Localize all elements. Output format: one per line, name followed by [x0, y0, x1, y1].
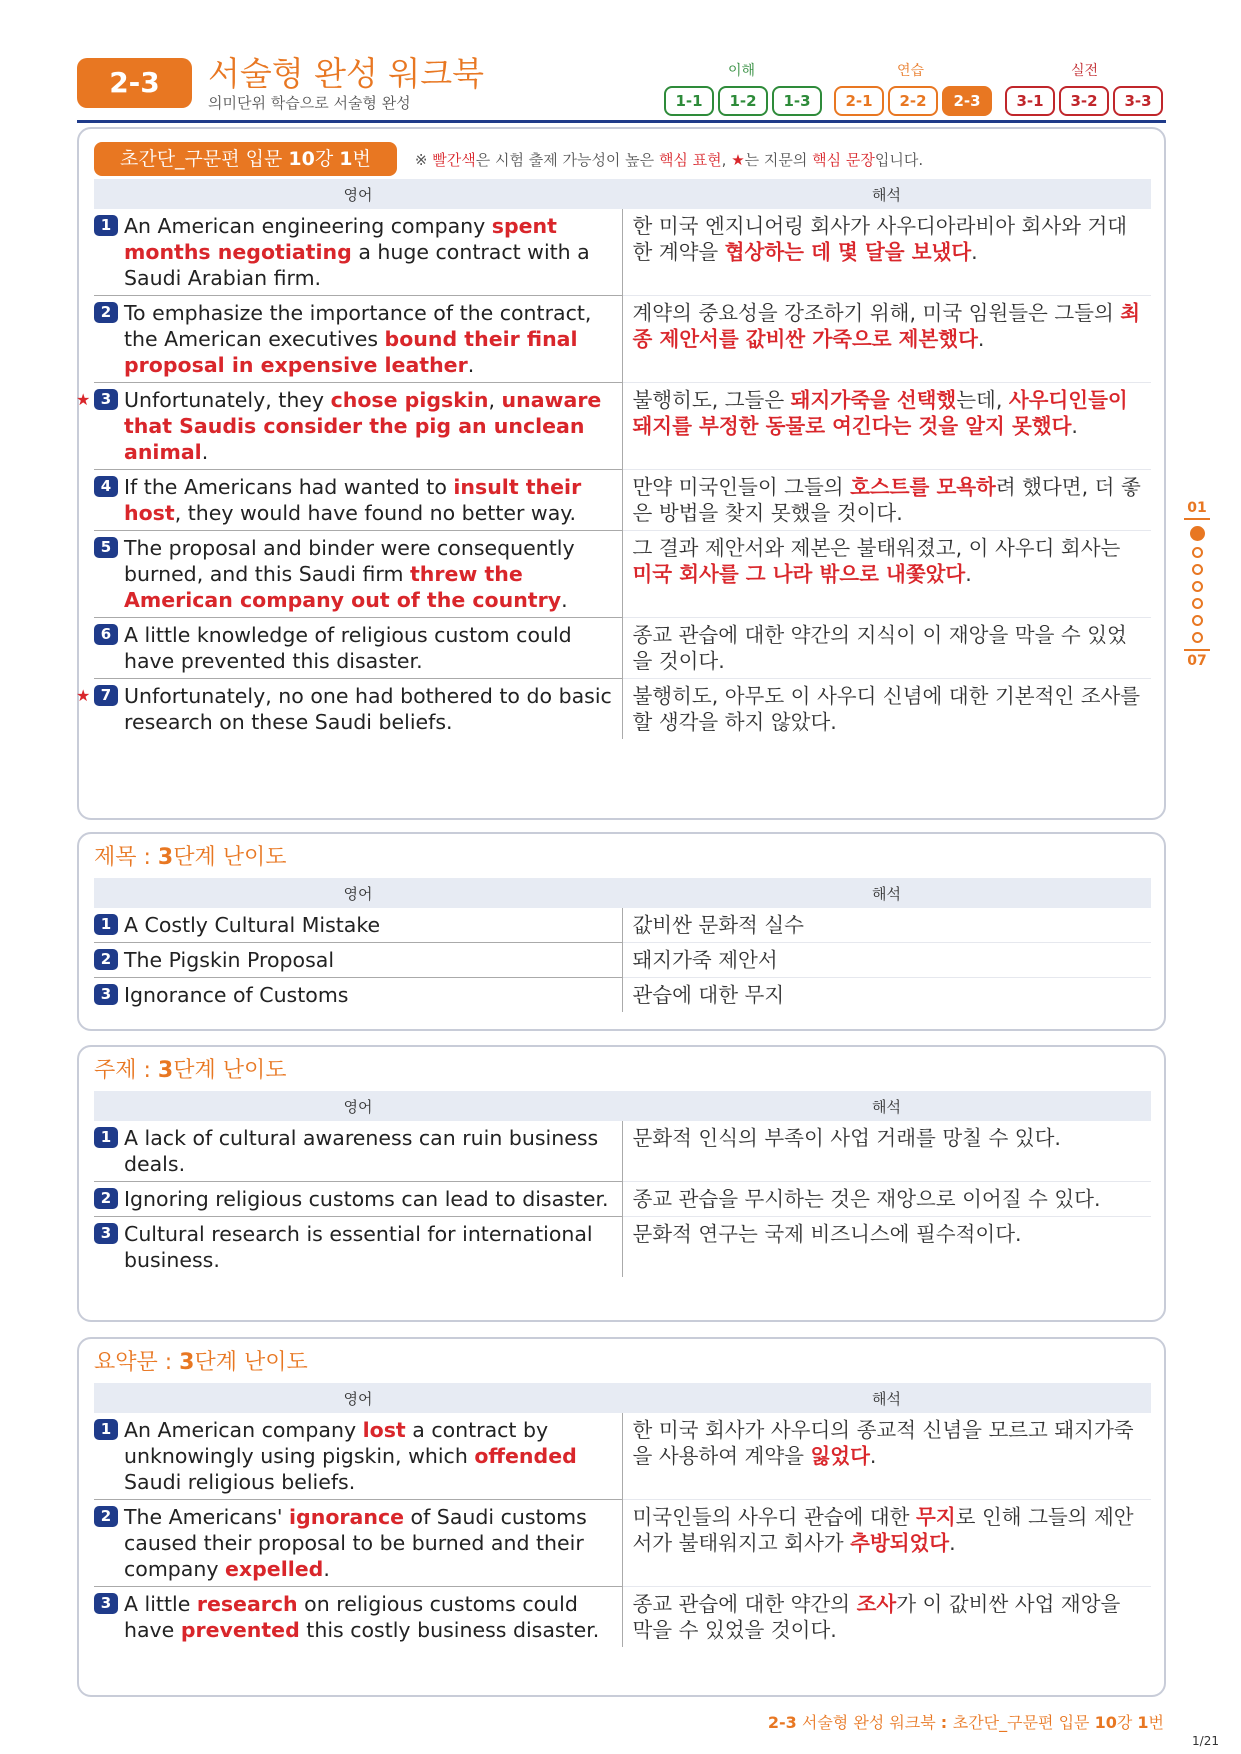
section-title-theme: 주제 : 3단계 난이도	[94, 1058, 287, 1083]
step-button-1-1[interactable]: 1-1	[664, 86, 714, 116]
text-segment: To emphasize the importance of the contract, the American executives	[124, 301, 592, 351]
text-segment: 그 결과 제안서와 제본은 불태워졌고, 이 사우디 회사는	[632, 536, 1121, 560]
step-group-label-understand: 이해	[728, 63, 756, 79]
unit-badge: 2-3	[77, 58, 192, 108]
pager-dot[interactable]	[1192, 598, 1203, 609]
key-expression: chose pigskin	[330, 388, 489, 412]
table-row	[94, 1500, 1151, 1587]
english-text: A lack of cultural awareness can ruin business deals.	[124, 1126, 599, 1176]
theme-panel	[77, 1045, 1166, 1322]
passage-panel	[77, 127, 1166, 820]
text-segment: Saudi religious beliefs.	[124, 1470, 356, 1494]
row-number-badge: 2	[94, 1506, 118, 1527]
key-expression: 돼지가죽을 선택했	[790, 388, 957, 412]
english-text	[124, 213, 614, 291]
translation-cell: 종교 관습을 무시하는 것은 재앙으로 이어질 수 있다.	[622, 1182, 1151, 1217]
text-segment: , they would have found no better way.	[174, 501, 576, 525]
theme-table	[94, 1091, 1151, 1277]
step-group-practice	[834, 86, 992, 116]
translation-cell: 값비싼 문화적 실수	[622, 908, 1151, 943]
english-cell	[94, 1217, 622, 1278]
side-pager-start: 01	[1184, 500, 1210, 520]
text-segment: A little	[124, 1592, 197, 1616]
text-segment: ,	[488, 388, 502, 412]
pager-dot[interactable]	[1192, 615, 1203, 626]
text-segment: 종교 관습에 대한 약간의 지식이 이 재앙을 막을 수 있었을 것이다.	[632, 623, 1127, 673]
table-row	[94, 908, 1151, 943]
step-group-label-real: 실전	[1071, 63, 1099, 79]
key-expression: 조사	[856, 1592, 897, 1616]
table-row	[94, 943, 1151, 978]
english-cell	[94, 1182, 622, 1217]
table-row	[94, 978, 1151, 1013]
title-rows	[94, 908, 1151, 1012]
step-button-1-3[interactable]: 1-3	[772, 86, 822, 116]
text-segment: 한 미국 회사가 사우디의 종교적 신념을 모르고 돼지가죽을 사용하여 계약을	[632, 1418, 1134, 1468]
key-expression: spent months negotiating	[124, 214, 557, 264]
key-expression: bound their final proposal in expensive leather	[124, 327, 578, 377]
text-segment: .	[561, 588, 568, 612]
table-row	[94, 1587, 1151, 1648]
translation-cell	[622, 1413, 1151, 1500]
column-header-english: 영어	[94, 1383, 622, 1413]
row-number-badge: 2	[94, 302, 118, 323]
english-cell	[94, 943, 622, 978]
english-text: The Pigskin Proposal	[124, 948, 335, 972]
text-segment: a huge contract with a Saudi Arabian firm.	[124, 240, 590, 290]
row-number-badge: 3	[94, 1593, 118, 1614]
text-segment: 미국인들의 사우디 관습에 대한	[632, 1505, 917, 1529]
column-header-english: 영어	[94, 179, 622, 209]
translation-cell	[622, 1587, 1151, 1648]
english-cell	[94, 978, 622, 1013]
translation-cell	[622, 209, 1151, 296]
column-header-translation: 해석	[622, 878, 1151, 908]
summary-table	[94, 1383, 1151, 1647]
row-number-badge: 1	[94, 1419, 118, 1440]
translation-cell: 문화적 연구는 국제 비즈니스에 필수적이다.	[632, 1222, 1022, 1246]
table-row	[94, 618, 1151, 679]
translation-cell: 관습에 대한 무지	[632, 983, 785, 1007]
text-segment: An American company	[124, 1418, 363, 1442]
key-expression: 잃었다	[810, 1444, 870, 1468]
english-text	[124, 1591, 614, 1643]
english-text	[124, 535, 614, 613]
key-expression: 무지	[916, 1505, 956, 1529]
english-cell	[76, 383, 622, 470]
summary-panel	[77, 1337, 1166, 1697]
text-segment: .	[1071, 414, 1078, 438]
text-segment: An American engineering company	[124, 214, 492, 238]
column-header-translation: 해석	[622, 179, 1151, 209]
section-title-title: 제목 : 3단계 난이도	[94, 845, 287, 870]
text-segment: 한 미국 엔지니어링 회사가 사우디아라비아 회사와 거대한 계약을	[632, 214, 1128, 264]
text-segment: 계약의 중요성을 강조하기 위해, 미국 임원들은 그들의	[632, 301, 1121, 325]
key-expression: 협상하는 데 몇 달을 보냈다	[724, 240, 972, 264]
english-text: Ignoring religious customs can lead to disaster.	[124, 1187, 609, 1211]
text-segment: .	[869, 1444, 877, 1468]
text-segment: The Americans'	[124, 1505, 290, 1529]
pager-dot[interactable]	[1190, 526, 1205, 541]
translation-cell: 돼지가죽 제안서	[622, 943, 1151, 978]
text-segment: 만약 미국인들이 그들의	[632, 475, 851, 499]
pager-dot[interactable]	[1192, 632, 1203, 643]
row-number-badge: 1	[94, 1127, 118, 1148]
text-segment: A little knowledge of religious custom could have prevented this disaster.	[124, 623, 572, 673]
english-cell	[94, 1587, 622, 1648]
english-cell	[94, 470, 622, 531]
english-cell	[94, 531, 622, 618]
text-segment: .	[977, 327, 985, 351]
page-title: 서술형 완성 워크북	[208, 54, 485, 93]
english-text	[124, 300, 614, 378]
step-button-3-2[interactable]: 3-2	[1059, 86, 1109, 116]
english-text	[124, 622, 614, 674]
text-segment: this costly business disaster.	[299, 1618, 600, 1642]
english-cell	[94, 1413, 622, 1500]
text-segment: 불행히도, 그들은	[632, 388, 791, 412]
translation-cell	[622, 383, 1151, 470]
column-header-english: 영어	[94, 1091, 622, 1121]
key-expression: expelled	[225, 1557, 324, 1581]
key-sentence-star-icon: ★	[76, 686, 91, 705]
translation-cell	[622, 296, 1151, 383]
key-expression: unaware that Saudis consider the pig an unclean animal	[124, 388, 602, 464]
row-number-badge: 3	[94, 389, 118, 410]
row-number-badge: 1	[94, 914, 118, 935]
table-row	[94, 296, 1151, 383]
step-group-real	[1005, 86, 1163, 116]
page-subtitle: 의미단위 학습으로 서술형 완성	[208, 94, 411, 112]
table-row	[94, 679, 1151, 740]
translation-cell	[622, 618, 1151, 679]
pager-dot[interactable]	[1192, 547, 1203, 558]
lesson-pill: 초간단_구문편 입문 10강 1번	[94, 142, 397, 176]
key-expression: research	[196, 1592, 298, 1616]
translation-cell	[622, 531, 1151, 618]
header-divider	[77, 120, 1166, 123]
english-text	[124, 683, 614, 735]
english-cell	[94, 296, 622, 383]
text-segment: .	[201, 440, 209, 464]
translation-cell	[622, 1500, 1151, 1587]
row-number-badge: 3	[94, 1223, 118, 1244]
key-expression: 추방되었다	[850, 1531, 950, 1555]
step-group-label-practice: 연습	[897, 63, 925, 79]
translation-cell: 문화적 인식의 부족이 사업 거래를 망칠 수 있다.	[622, 1121, 1151, 1182]
passage-rows	[76, 209, 1151, 739]
text-segment: on religious customs could have	[124, 1592, 578, 1642]
text-segment: .	[965, 562, 972, 586]
english-cell	[76, 679, 622, 740]
row-number-badge: 1	[94, 215, 118, 236]
key-expression: lost	[362, 1418, 406, 1442]
english-cell	[94, 908, 622, 943]
column-header-translation: 해석	[622, 1383, 1151, 1413]
step-button-2-3[interactable]: 2-3	[942, 86, 992, 116]
step-button-3-3[interactable]: 3-3	[1113, 86, 1163, 116]
text-segment: 가 이 값비싼 사업 재앙을 막을 수 있었을 것이다.	[632, 1592, 1121, 1642]
key-expression: 호스트를 모욕하	[850, 475, 996, 499]
english-text	[124, 1504, 614, 1582]
title-panel	[77, 832, 1166, 1031]
key-expression: threw the American company out of the country	[124, 562, 562, 612]
row-number-badge: 5	[94, 537, 118, 558]
row-number-badge: 4	[94, 476, 118, 497]
page-number: 1/21	[1192, 1734, 1219, 1748]
title-table	[94, 878, 1151, 1012]
text-segment: The proposal and binder were consequently burned, and this Saudi firm	[124, 536, 575, 586]
text-segment: .	[323, 1557, 330, 1581]
key-expression: prevented	[180, 1618, 300, 1642]
table-row	[94, 1217, 1151, 1278]
key-expression: 미국 회사를 그 나라 밖으로 내쫓았다	[632, 562, 966, 586]
side-pager	[1184, 500, 1210, 669]
row-number-badge: 2	[94, 1188, 118, 1209]
text-segment: 는데,	[956, 388, 1009, 412]
english-cell	[94, 1500, 622, 1587]
table-row	[94, 383, 1151, 470]
english-text: Ignorance of Customs	[124, 983, 349, 1007]
text-segment: Unfortunately, they	[124, 388, 331, 412]
row-number-badge: 3	[94, 984, 118, 1005]
text-segment: a contract by unknowingly using pigskin, which	[124, 1418, 549, 1468]
text-segment: .	[971, 240, 978, 264]
key-expression: ignorance	[289, 1505, 405, 1529]
text-segment: 종교 관습에 대한 약간의	[632, 1592, 857, 1616]
text-segment: 불행히도, 아무도 이 사우디 신념에 대한 기본적인 조사를 할 생각을 하지 않았다.	[632, 684, 1141, 734]
row-number-badge: 2	[94, 949, 118, 970]
lesson-header	[94, 139, 1149, 179]
table-row	[94, 1121, 1151, 1182]
row-number-badge: 6	[94, 624, 118, 645]
english-cell	[94, 1121, 622, 1182]
step-group-understand	[664, 86, 822, 116]
translation-cell	[622, 470, 1151, 531]
text-segment: 로 인해 그들의 제안서가 불태워지고 회사가	[632, 1505, 1134, 1555]
table-row	[94, 1182, 1151, 1217]
table-row	[94, 531, 1151, 618]
english-text: A Costly Cultural Mistake	[124, 913, 381, 937]
theme-rows	[94, 1121, 1151, 1277]
footer-label: 2-3 서술형 완성 워크북 : 초간단_구문편 입문 10강 1번	[767, 1713, 1164, 1732]
table-row	[94, 209, 1151, 296]
step-button-3-1[interactable]: 3-1	[1005, 86, 1055, 116]
english-cell	[94, 618, 622, 679]
key-expression: insult their host	[124, 475, 582, 525]
step-button-2-2[interactable]: 2-2	[888, 86, 938, 116]
english-text	[124, 1417, 614, 1495]
legend-note: ※ 빨간색은 시험 출제 가능성이 높은 핵심 표현, ★는 지문의 핵심 문장입니다.	[414, 150, 924, 169]
table-row	[94, 1413, 1151, 1500]
english-cell	[94, 209, 622, 296]
text-segment: 려 했다면, 더 좋은 방법을 찾지 못했을 것이다.	[632, 475, 1141, 525]
english-text	[124, 387, 614, 465]
text-segment: If the Americans had wanted to	[124, 475, 454, 499]
table-row	[94, 470, 1151, 531]
key-expression: 최종 제안서를 값비싼 가죽으로 제본했다	[632, 301, 1141, 351]
step-button-1-2[interactable]: 1-2	[718, 86, 768, 116]
key-expression: offended	[474, 1444, 577, 1468]
key-sentence-star-icon: ★	[76, 390, 91, 409]
column-header-translation: 해석	[622, 1091, 1151, 1121]
translation-cell	[622, 679, 1151, 740]
pager-dot[interactable]	[1192, 564, 1203, 575]
side-pager-end: 07	[1184, 649, 1210, 669]
section-title-summary: 요약문 : 3단계 난이도	[94, 1350, 308, 1375]
text-segment: .	[949, 1531, 956, 1555]
passage-table	[76, 179, 1151, 739]
row-number-badge: 7	[94, 685, 118, 706]
text-segment: .	[467, 353, 475, 377]
english-text: Cultural research is essential for international business.	[124, 1222, 593, 1272]
english-text	[124, 474, 614, 526]
step-button-2-1[interactable]: 2-1	[834, 86, 884, 116]
text-segment: of Saudi customs caused their proposal to be burned and their company	[124, 1505, 587, 1581]
text-segment: Unfortunately, no one had bothered to do basic research on these Saudi beliefs.	[124, 684, 612, 734]
pager-dot[interactable]	[1192, 581, 1203, 592]
summary-rows	[94, 1413, 1151, 1647]
key-expression: 사우디인들이 돼지를 부정한 동물로 여긴다는 것을 알지 못했다	[632, 388, 1128, 438]
column-header-english: 영어	[94, 878, 622, 908]
